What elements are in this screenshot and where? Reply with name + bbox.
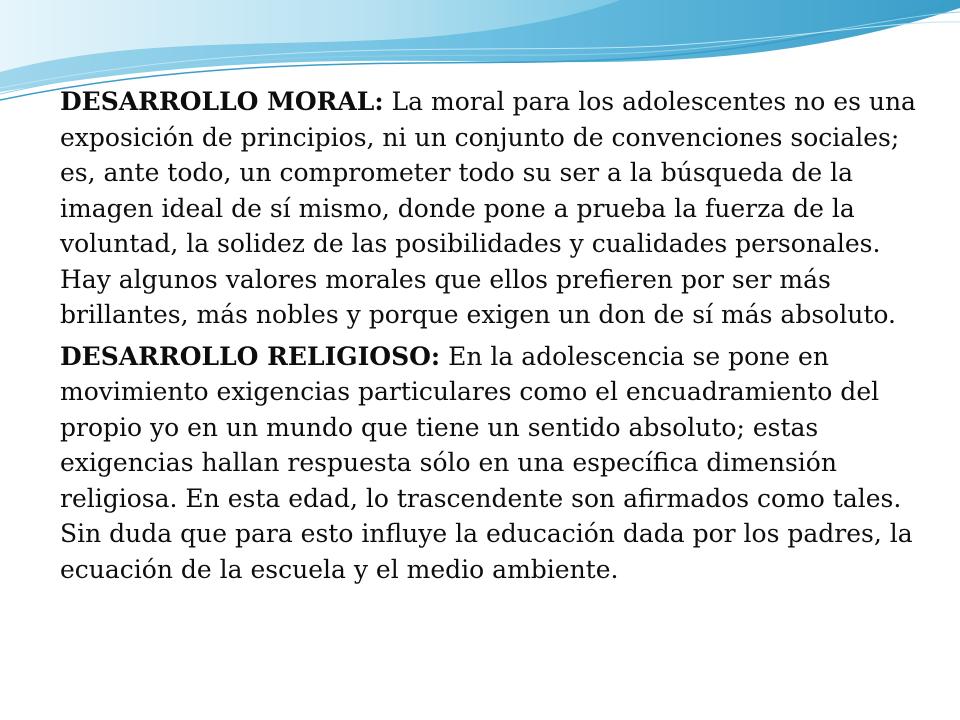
paragraph-desarrollo-religioso (60, 339, 920, 588)
paragraph-desarrollo-moral (60, 84, 920, 333)
slide-body (60, 84, 920, 593)
heading-desarrollo-moral: DESARROLLO MORAL: (60, 87, 384, 116)
text-desarrollo-religioso: En la adolescencia se pone en movimiento exigencias particulares como el encuadramiento del propio yo en un mundo que tiene un sentido absoluto; estas exigencias hallan respuesta sólo en una específica dimensión religiosa. En esta edad, lo trascendente son afirmados como tales. Sin duda que para esto influye la educación dada por los padres, la ecuación de la escuela y el medio ambiente. (60, 341, 913, 584)
heading-desarrollo-religioso: DESARROLLO RELIGIOSO: (60, 341, 441, 371)
text-desarrollo-moral: La moral para los adolescentes no es una exposición de principios, ni un conjunto de convenciones sociales; es, ante todo, un comprometer todo su ser a la búsqueda de la imagen ideal de sí mismo, donde pone a prueba la fuerza de la voluntad, la solidez de las posibilidades y cualidades personales. Hay algunos valores morales que ellos prefieren por ser más brillantes, más nobles y porque exigen un don de sí más absoluto. (60, 87, 916, 329)
